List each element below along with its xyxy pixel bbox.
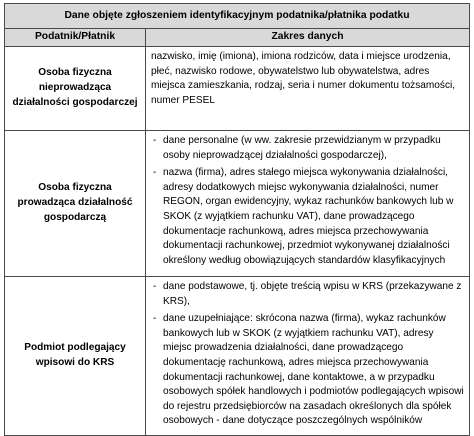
scope-list <box>151 280 464 429</box>
header-row <box>5 29 470 47</box>
scope-cell <box>146 47 470 131</box>
entity-label: Osoba fizyczna prowadząca działalność gospodarczą <box>5 131 146 277</box>
scope-cell <box>146 277 470 436</box>
header-data-scope: Zakres danych <box>146 29 470 47</box>
list-item: - nazwa (firma), adres stałego miejsca wykonywania działalności, adresy dodatkowych miejsc wykonywania działalności, numer REGON, organ ewidencyjny, wykaz rachunków bankowych lub w SKOK (z wyjątkiem rachunku VAT), dane prowadzącego dokumentacje rachunkową, adres miejsca przechowywania dokumentacji rachunkowej, przedmiot wykonywanej działalności określony według obowiązujących standardów klasyfikacyjnych <box>151 166 464 268</box>
title-row <box>5 4 470 29</box>
header-taxpayer: Podatnik/Płatnik <box>5 29 146 47</box>
table-row <box>5 131 470 277</box>
list-item: - dane podstawowe, tj. objęte treścią wpisu w KRS (przekazywane z KRS), <box>151 280 464 309</box>
table-title: Dane objęte zgłoszeniem identyfikacyjnym podatnika/płatnika podatku <box>5 4 470 29</box>
table-row <box>5 47 470 131</box>
table-row <box>5 277 470 436</box>
entity-label: Podmiot podlegający wpisowi do KRS <box>5 277 146 436</box>
scope-cell <box>146 131 470 277</box>
entity-label: Osoba fizyczna nieprowadząca działalności gospodarczej <box>5 47 146 131</box>
scope-text: nazwisko, imię (imiona), imiona rodziców, data i miejsce urodzenia, płeć, nazwisko rodowe, obywatelstwo lub obywatelstwa, adres miejsca zamieszkania, rodzaj, seria i numer dokumentu tożsamości, numer PESEL <box>151 51 456 106</box>
data-scope-table <box>4 3 470 436</box>
list-item: - dane personalne (w ww. zakresie przewidzianym w przypadku osoby nieprowadzącej działalności gospodarczej), <box>151 134 464 163</box>
list-item: - dane uzupełniające: skrócona nazwa (firma), wykaz rachunków bankowych lub w SKOK (z wyjątkiem rachunku VAT), adresy miejsc prowadzenia działalności, dane prowadzącego dokumentację rachunkową, adres miejsca przechowywania dokumentacji rachunkowej, dane kontaktowe, a w przypadku osobowych spółek handlowych i podmiotów podlegających wpisowi do rejestru przedsiębiorców na zasadach określonych dla spółek osobowych - dane dotyczące poszczególnych wspólników <box>151 312 464 429</box>
scope-list <box>151 134 464 268</box>
